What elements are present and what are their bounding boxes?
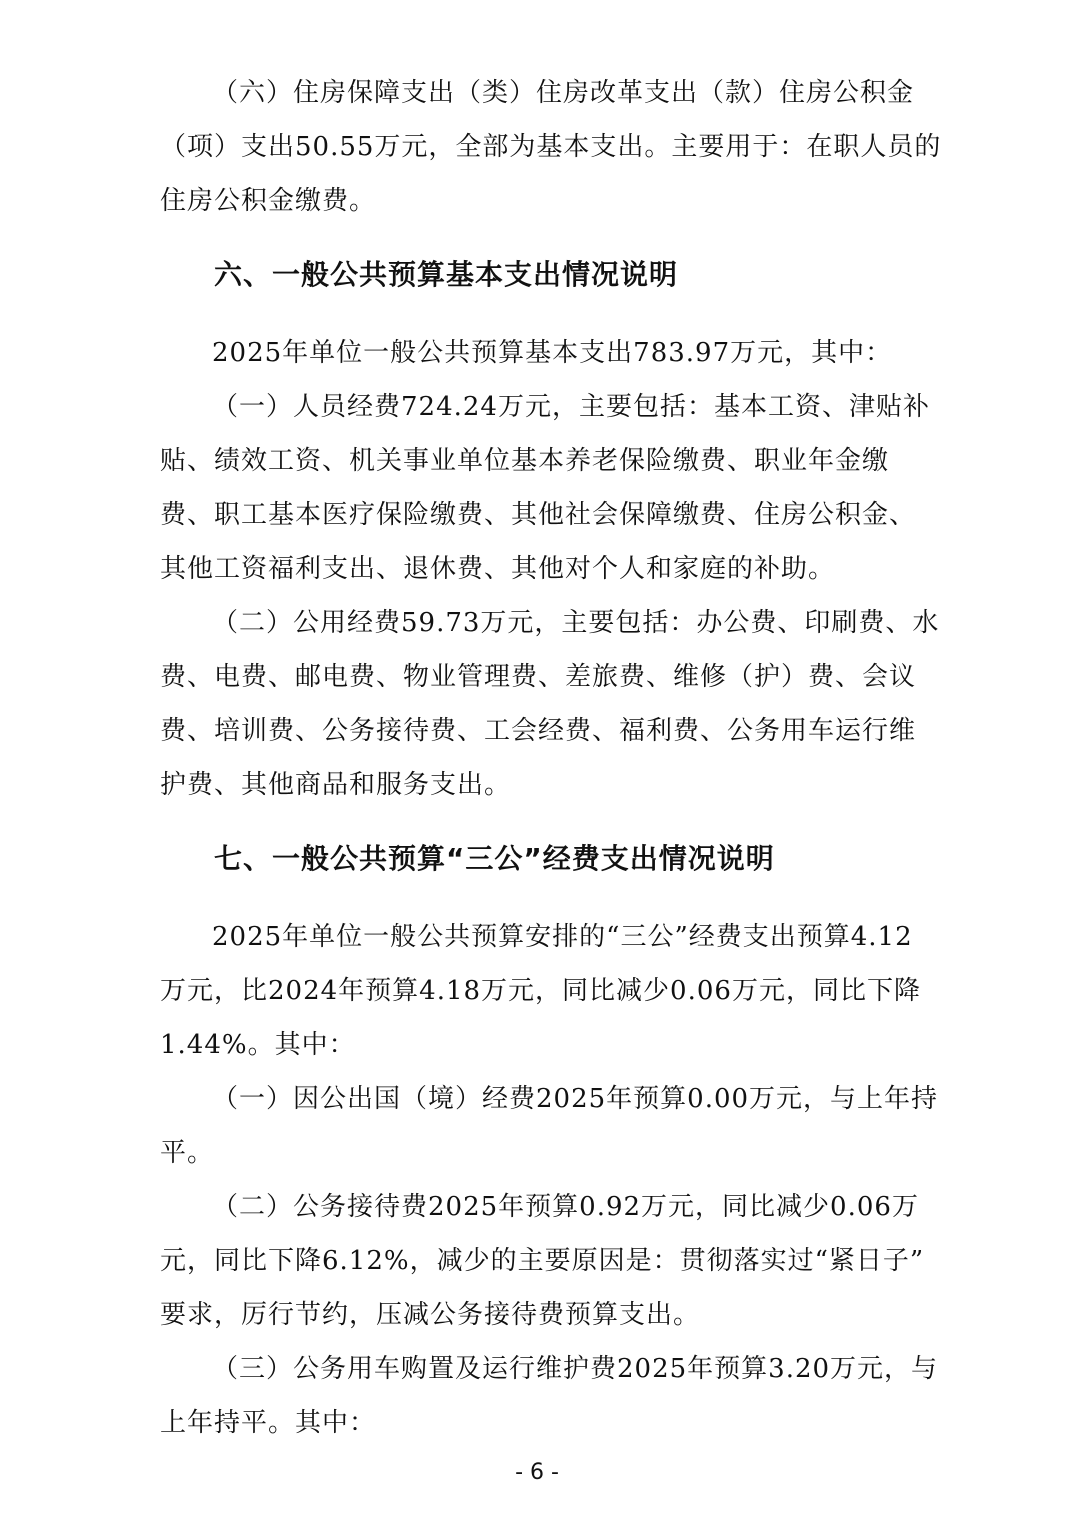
- paragraph-line: 费、职工基本医疗保险缴费、其他社会保障缴费、住房公积金、: [160, 500, 917, 530]
- paragraph-line: 护费、其他商品和服务支出。: [160, 770, 512, 800]
- paragraph-line: （六）住房保障支出（类）住房改革支出（款）住房公积金: [212, 78, 915, 108]
- paragraph-line: （二）公用经费59.73万元，主要包括：办公费、印刷费、水: [212, 608, 940, 638]
- section-heading: 七、一般公共预算“三公”经费支出情况说明: [214, 842, 775, 875]
- paragraph-line: （一）因公出国（境）经费2025年预算0.00万元，与上年持: [212, 1084, 939, 1114]
- paragraph-line: 2025年单位一般公共预算安排的“三公”经费支出预算4.12: [212, 922, 913, 952]
- paragraph-line: 万元，比2024年预算4.18万元，同比减少0.06万元，同比下降: [160, 976, 921, 1006]
- paragraph-line: 1.44%。其中：: [160, 1030, 356, 1060]
- paragraph-line: 要求，厉行节约，压减公务接待费预算支出。: [160, 1300, 701, 1330]
- paragraph-line: 平。: [160, 1138, 215, 1168]
- paragraph-line: 费、培训费、公务接待费、工会经费、福利费、公务用车运行维: [160, 716, 917, 746]
- paragraph-line: 住房公积金缴费。: [160, 186, 377, 216]
- paragraph-line: 元，同比下降6.12%，减少的主要原因是：贯彻落实过“紧日子”: [160, 1246, 925, 1276]
- paragraph-line: （二）公务接待费2025年预算0.92万元，同比减少0.06万: [212, 1192, 919, 1222]
- paragraph-line: （三）公务用车购置及运行维护费2025年预算3.20万元，与: [212, 1354, 939, 1384]
- paragraph-line: 其他工资福利支出、退休费、其他对个人和家庭的补助。: [160, 554, 836, 584]
- section-heading: 六、一般公共预算基本支出情况说明: [214, 258, 679, 291]
- paragraph-line: 费、电费、邮电费、物业管理费、差旅费、维修（护）费、会议: [160, 662, 917, 692]
- paragraph-line: （一）人员经费724.24万元，主要包括：基本工资、津贴补: [212, 392, 930, 422]
- paragraph-line: 贴、绩效工资、机关事业单位基本养老保险缴费、职业年金缴: [160, 446, 890, 476]
- paragraph-line: 上年持平。其中：: [160, 1408, 377, 1438]
- paragraph-line: 2025年单位一般公共预算基本支出783.97万元，其中：: [212, 338, 893, 368]
- paragraph-line: （项）支出50.55万元，全部为基本支出。主要用于：在职人员的: [160, 132, 942, 162]
- page-number: - 6 -: [515, 1460, 559, 1485]
